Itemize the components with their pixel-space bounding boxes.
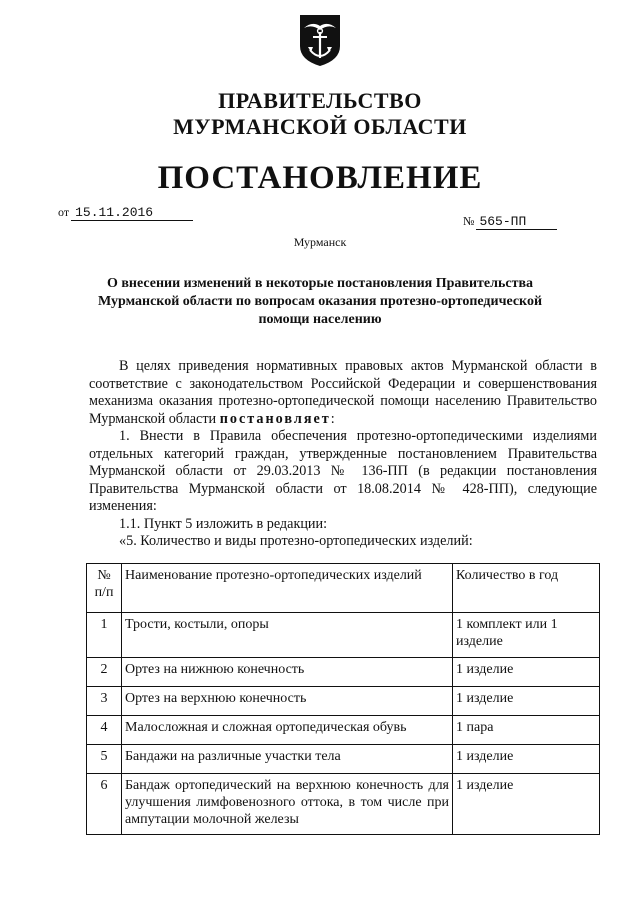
row-item-name: Бандажи на различные участки тела bbox=[122, 745, 453, 774]
table-row bbox=[87, 658, 600, 687]
row-item-name: Ортез на нижнюю конечность bbox=[122, 658, 453, 687]
table-row bbox=[87, 716, 600, 745]
decree-word: постановляет bbox=[219, 410, 331, 427]
table-header-row bbox=[87, 564, 600, 613]
header-quantity: Количество в год bbox=[453, 564, 600, 613]
table-row bbox=[87, 774, 600, 835]
table-row bbox=[87, 687, 600, 716]
date-prefix: от bbox=[58, 205, 70, 219]
row-quantity: 1 пара bbox=[453, 716, 600, 745]
document-subject: О внесении изменений в некоторые постановления Правительства Мурманской области по вопросам оказания протезно-ортопедической помощи населению bbox=[97, 276, 543, 327]
preamble-text: В целях приведения нормативных правовых актов Мурманской области в соответствие с законодательством Российской Федерации и совершенствования механизма оказания протезно-ортопедической помощи населению Правительство Мурманской области bbox=[89, 358, 597, 427]
city-name: Мурманск bbox=[293, 235, 347, 249]
row-number: 1 bbox=[87, 613, 122, 658]
coat-of-arms-icon bbox=[297, 12, 343, 68]
row-quantity: 1 изделие bbox=[453, 658, 600, 687]
document-type-title: ПОСТАНОВЛЕНИЕ bbox=[157, 160, 483, 196]
header-number: № п/п bbox=[87, 564, 122, 613]
row-number: 4 bbox=[87, 716, 122, 745]
paragraph-item-1: 1. Внести в Правила обеспечения протезно-ортопедическими изделиями отдельных категорий граждан, утвержденные постановлением Правительства Мурманской области от 29.03.2013 № 136-ПП (в редакции постановления Правительства Мурманской области от 18.08.2014 № 428-ПП), следующие изменения: bbox=[89, 428, 597, 514]
government-title-line1: ПРАВИТЕЛЬСТВО bbox=[218, 88, 422, 113]
items-table bbox=[86, 563, 600, 835]
number-block bbox=[463, 214, 557, 230]
header-name: Наименование протезно-ортопедических изделий bbox=[122, 564, 453, 613]
document-body bbox=[89, 358, 597, 551]
row-item-name: Бандаж ортопедический на верхнюю конечность для улучшения лимфовенозного оттока, в том числе при ампутации молочной железы bbox=[122, 774, 453, 835]
document-date: 15.11.2016 bbox=[71, 205, 193, 221]
preamble-end: : bbox=[330, 410, 335, 427]
row-number: 2 bbox=[87, 658, 122, 687]
row-number: 6 bbox=[87, 774, 122, 835]
row-item-name: Трости, костыли, опоры bbox=[122, 613, 453, 658]
row-item-name: Малосложная и сложная ортопедическая обувь bbox=[122, 716, 453, 745]
row-number: 3 bbox=[87, 687, 122, 716]
row-quantity: 1 изделие bbox=[453, 774, 600, 835]
number-prefix: № bbox=[463, 214, 475, 228]
paragraph-item-5: «5. Количество и виды протезно-ортопедических изделий: bbox=[119, 533, 473, 549]
document-number: 565-ПП bbox=[476, 214, 557, 230]
paragraph-item-1-1: 1.1. Пункт 5 изложить в редакции: bbox=[119, 515, 328, 532]
row-item-name: Ортез на верхнюю конечность bbox=[122, 687, 453, 716]
paragraph-preamble bbox=[89, 358, 597, 428]
table-row bbox=[87, 745, 600, 774]
row-quantity: 1 комплект или 1 изделие bbox=[453, 613, 600, 658]
date-block bbox=[58, 205, 193, 221]
government-title-line2: МУРМАНСКОЙ ОБЛАСТИ bbox=[173, 114, 467, 139]
row-number: 5 bbox=[87, 745, 122, 774]
row-quantity: 1 изделие bbox=[453, 745, 600, 774]
row-quantity: 1 изделие bbox=[453, 687, 600, 716]
table-row bbox=[87, 613, 600, 658]
